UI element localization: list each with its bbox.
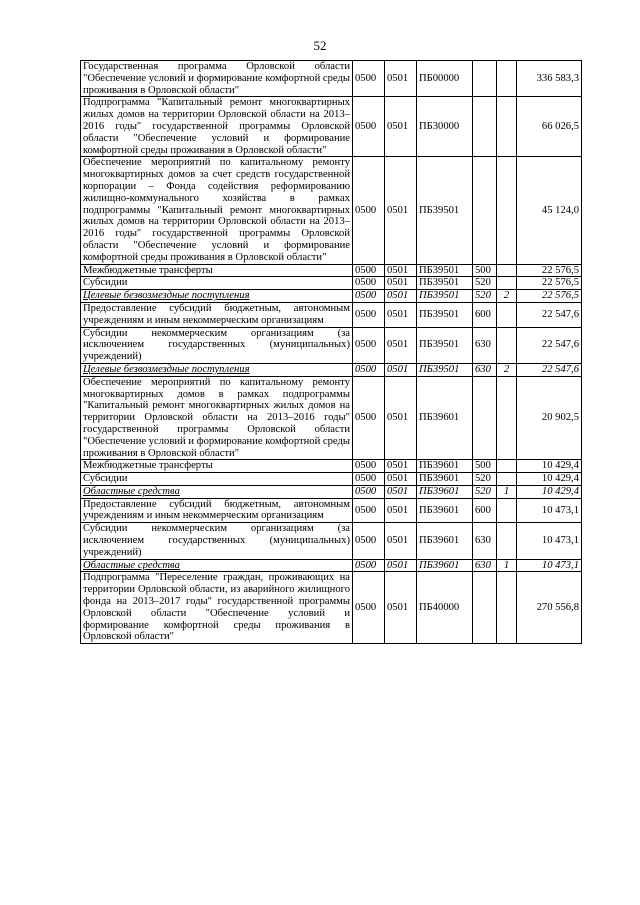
row-expense-type-code: 520 — [473, 277, 497, 290]
table-row — [81, 376, 582, 460]
row-name: Предоставление субсидий бюджетным, автономным учреждениям и иным некоммерческим организациям — [81, 302, 353, 327]
row-section-code: 0500 — [353, 97, 385, 157]
row-target-article-code: ПБ39501 — [417, 264, 473, 277]
row-section-code: 0500 — [353, 61, 385, 97]
row-name: Государственная программа Орловской области "Обеспечение условий и формирование комфортной среды проживания в Орловской области" — [81, 61, 353, 97]
row-target-article-code: ПБ39501 — [417, 363, 473, 376]
row-section-code: 0500 — [353, 498, 385, 523]
row-subsection-code: 0501 — [385, 363, 417, 376]
row-name: Субсидии — [81, 473, 353, 486]
row-name: Обеспечение мероприятий по капитальному ремонту многоквартирных домов за счет средств государственной корпорации – Фонда содействия реформированию жилищно-коммунального хозяйства в рамках подпрограммы "Капитальный ремонт многоквартирных жилых домов на территории Орловской области на 2013–2016 годы" государственной программы Орловской области "Обеспечение условий и формирование комфортной среды проживания в Орловской области" — [81, 157, 353, 264]
row-source-code: 1 — [497, 485, 517, 498]
row-amount: 10 473,1 — [517, 498, 582, 523]
row-amount: 22 576,5 — [517, 277, 582, 290]
row-expense-type-code: 630 — [473, 363, 497, 376]
row-source-code — [497, 460, 517, 473]
row-section-code: 0500 — [353, 376, 385, 460]
table-row — [81, 485, 582, 498]
row-source-code — [497, 264, 517, 277]
row-amount: 10 429,4 — [517, 473, 582, 486]
row-subsection-code: 0501 — [385, 97, 417, 157]
row-subsection-code: 0501 — [385, 157, 417, 264]
table-row — [81, 97, 582, 157]
row-target-article-code: ПБ39601 — [417, 460, 473, 473]
row-name: Обеспечение мероприятий по капитальному ремонту многоквартирных домов в рамках подпрограммы "Капитальный ремонт многоквартирных жилых домов на территории Орловской области на 2013–2016 годы" государственной программы Орловской области "Обеспечение условий и формирование комфортной среды проживания в Орловской области" — [81, 376, 353, 460]
table-body — [81, 61, 582, 644]
row-source-code — [497, 572, 517, 644]
row-amount: 66 026,5 — [517, 97, 582, 157]
row-subsection-code: 0501 — [385, 498, 417, 523]
row-amount: 22 576,5 — [517, 290, 582, 303]
row-target-article-code: ПБ39601 — [417, 376, 473, 460]
row-expense-type-code: 630 — [473, 559, 497, 572]
row-section-code: 0500 — [353, 485, 385, 498]
row-target-article-code: ПБ39501 — [417, 157, 473, 264]
row-name: Подпрограмма "Капитальный ремонт многоквартирных жилых домов на территории Орловской области на 2013–2016 годы" государственной программы Орловской области "Обеспечение условий и формирование комфортной среды проживания в Орловской области" — [81, 97, 353, 157]
row-amount: 22 547,6 — [517, 302, 582, 327]
row-name: Межбюджетные трансферты — [81, 264, 353, 277]
row-target-article-code: ПБ39601 — [417, 498, 473, 523]
row-subsection-code: 0501 — [385, 277, 417, 290]
row-amount: 45 124,0 — [517, 157, 582, 264]
row-source-code — [497, 97, 517, 157]
row-target-article-code: ПБ30000 — [417, 97, 473, 157]
row-source-code — [497, 327, 517, 363]
row-target-article-code: ПБ39601 — [417, 485, 473, 498]
row-expense-type-code — [473, 97, 497, 157]
row-subsection-code: 0501 — [385, 376, 417, 460]
table-row — [81, 264, 582, 277]
row-name: Субсидии — [81, 277, 353, 290]
row-subsection-code: 0501 — [385, 460, 417, 473]
row-target-article-code: ПБ39601 — [417, 523, 473, 559]
row-section-code: 0500 — [353, 157, 385, 264]
row-amount: 10 473,1 — [517, 559, 582, 572]
row-expense-type-code — [473, 157, 497, 264]
row-expense-type-code — [473, 572, 497, 644]
row-name: Областные средства — [81, 485, 353, 498]
row-section-code: 0500 — [353, 302, 385, 327]
row-amount: 336 583,3 — [517, 61, 582, 97]
row-amount: 10 429,4 — [517, 485, 582, 498]
row-name: Целевые безвозмездные поступления — [81, 363, 353, 376]
row-subsection-code: 0501 — [385, 302, 417, 327]
row-subsection-code: 0501 — [385, 572, 417, 644]
row-subsection-code: 0501 — [385, 559, 417, 572]
row-source-code: 1 — [497, 559, 517, 572]
row-source-code — [497, 523, 517, 559]
row-source-code: 2 — [497, 290, 517, 303]
row-target-article-code: ПБ40000 — [417, 572, 473, 644]
row-subsection-code: 0501 — [385, 485, 417, 498]
row-target-article-code: ПБ39501 — [417, 290, 473, 303]
row-name: Межбюджетные трансферты — [81, 460, 353, 473]
row-subsection-code: 0501 — [385, 61, 417, 97]
row-subsection-code: 0501 — [385, 327, 417, 363]
row-expense-type-code: 600 — [473, 302, 497, 327]
row-target-article-code: ПБ39601 — [417, 473, 473, 486]
row-section-code: 0500 — [353, 460, 385, 473]
row-amount: 10 473,1 — [517, 523, 582, 559]
row-expense-type-code: 500 — [473, 460, 497, 473]
table-row — [81, 572, 582, 644]
row-section-code: 0500 — [353, 363, 385, 376]
row-section-code: 0500 — [353, 290, 385, 303]
row-amount: 270 556,8 — [517, 572, 582, 644]
row-expense-type-code: 630 — [473, 327, 497, 363]
table-row — [81, 61, 582, 97]
row-source-code — [497, 277, 517, 290]
row-amount: 22 547,6 — [517, 327, 582, 363]
table-row — [81, 327, 582, 363]
row-section-code: 0500 — [353, 327, 385, 363]
table-row — [81, 498, 582, 523]
table-row — [81, 363, 582, 376]
row-amount: 20 902,5 — [517, 376, 582, 460]
row-name: Целевые безвозмездные поступления — [81, 290, 353, 303]
row-expense-type-code — [473, 376, 497, 460]
row-expense-type-code: 500 — [473, 264, 497, 277]
row-name: Подпрограмма "Переселение граждан, проживающих на территории Орловской области, из аварийного жилищного фонда на 2013–2017 годы" государственной программы Орловской области "Обеспечение условий и формирование комфортной среды проживания в Орловской области" — [81, 572, 353, 644]
row-section-code: 0500 — [353, 523, 385, 559]
row-name: Субсидии некоммерческим организациям (за исключением государственных (муниципальных) учреждений) — [81, 523, 353, 559]
page-number: 52 — [313, 38, 327, 53]
row-name: Областные средства — [81, 559, 353, 572]
budget-table — [80, 60, 582, 644]
row-source-code — [497, 376, 517, 460]
row-expense-type-code: 600 — [473, 498, 497, 523]
row-amount: 10 429,4 — [517, 460, 582, 473]
row-expense-type-code: 520 — [473, 290, 497, 303]
row-source-code — [497, 157, 517, 264]
row-source-code — [497, 302, 517, 327]
row-target-article-code: ПБ00000 — [417, 61, 473, 97]
row-name: Предоставление субсидий бюджетным, автономным учреждениям и иным некоммерческим организациям — [81, 498, 353, 523]
row-amount: 22 547,6 — [517, 363, 582, 376]
table-row — [81, 290, 582, 303]
row-subsection-code: 0501 — [385, 264, 417, 277]
row-source-code — [497, 498, 517, 523]
table-row — [81, 523, 582, 559]
row-target-article-code: ПБ39601 — [417, 559, 473, 572]
row-name: Субсидии некоммерческим организациям (за исключением государственных (муниципальных) учреждений) — [81, 327, 353, 363]
row-expense-type-code: 520 — [473, 485, 497, 498]
row-subsection-code: 0501 — [385, 290, 417, 303]
row-expense-type-code — [473, 61, 497, 97]
row-target-article-code: ПБ39501 — [417, 327, 473, 363]
table-row — [81, 157, 582, 264]
row-section-code: 0500 — [353, 264, 385, 277]
row-section-code: 0500 — [353, 473, 385, 486]
table-row — [81, 473, 582, 486]
row-subsection-code: 0501 — [385, 523, 417, 559]
row-source-code — [497, 473, 517, 486]
row-section-code: 0500 — [353, 572, 385, 644]
row-source-code — [497, 61, 517, 97]
row-target-article-code: ПБ39501 — [417, 277, 473, 290]
table-row — [81, 559, 582, 572]
table-row — [81, 460, 582, 473]
row-section-code: 0500 — [353, 559, 385, 572]
row-source-code: 2 — [497, 363, 517, 376]
row-section-code: 0500 — [353, 277, 385, 290]
row-expense-type-code: 520 — [473, 473, 497, 486]
row-amount: 22 576,5 — [517, 264, 582, 277]
table-row — [81, 302, 582, 327]
table-row — [81, 277, 582, 290]
row-expense-type-code: 630 — [473, 523, 497, 559]
row-target-article-code: ПБ39501 — [417, 302, 473, 327]
row-subsection-code: 0501 — [385, 473, 417, 486]
